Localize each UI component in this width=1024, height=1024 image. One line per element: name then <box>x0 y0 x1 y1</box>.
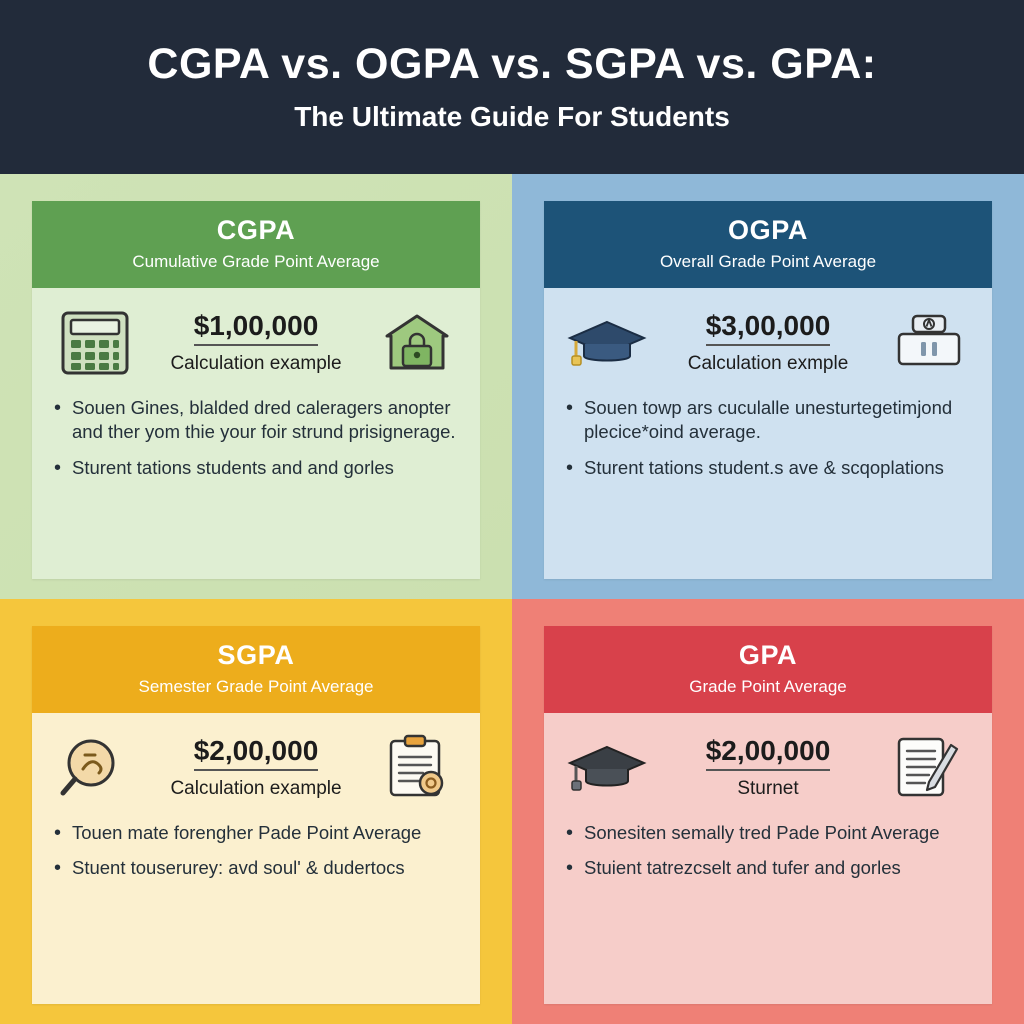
card-subtitle-ogpa: Overall Grade Point Average <box>659 252 877 271</box>
amount-row-gpa <box>564 731 972 805</box>
list-item: • Touen mate forengher Pade Point Average <box>52 821 460 845</box>
card-title-cgpa: CGPA <box>216 215 296 245</box>
card-header-sgpa <box>32 626 480 713</box>
magnifier-chart-icon <box>52 731 138 805</box>
amount-caption-gpa: Sturnet <box>737 777 799 799</box>
amount-value-ogpa: $3,00,000 <box>706 311 831 346</box>
amount-row-cgpa <box>52 306 460 380</box>
card-ogpa <box>544 201 992 579</box>
header-banner <box>0 0 1024 174</box>
quadrant-cgpa <box>0 174 512 599</box>
card-gpa <box>544 626 992 1004</box>
card-subtitle-sgpa: Semester Grade Point Average <box>138 677 374 696</box>
amount-block-cgpa <box>148 311 364 375</box>
bullet-list-cgpa <box>52 396 460 491</box>
amount-value-gpa: $2,00,000 <box>706 736 831 771</box>
card-sgpa <box>32 626 480 1004</box>
list-item: • Souen towp ars cuculalle unesturtegetimjond plecice*oind average. <box>564 396 972 445</box>
calculator-icon <box>52 306 138 380</box>
card-header-cgpa <box>32 201 480 288</box>
graduation-cap-icon <box>564 731 650 805</box>
list-item: • Souen Gines, blalded dred caleragers anopter and ther yom thie your foir strund prisignerage. <box>52 396 460 445</box>
card-subtitle-gpa: Grade Point Average <box>689 677 847 696</box>
card-title-gpa: GPA <box>738 640 798 670</box>
amount-value-cgpa: $1,00,000 <box>194 311 319 346</box>
bullet-list-gpa <box>564 821 972 892</box>
amount-caption-ogpa: Calculation exmple <box>687 352 849 374</box>
list-item: • Stuient tatrezcselt and tufer and gorles <box>564 856 972 880</box>
amount-caption-cgpa: Calculation example <box>170 352 342 374</box>
card-title-sgpa: SGPA <box>217 640 295 670</box>
amount-block-gpa <box>660 736 876 800</box>
card-body-cgpa <box>32 288 480 579</box>
page-title: CGPA vs. OGPA vs. SGPA vs. GPA: <box>147 39 877 88</box>
card-body-sgpa <box>32 713 480 1004</box>
card-body-gpa <box>544 713 992 1004</box>
card-header-ogpa <box>544 201 992 288</box>
amount-block-ogpa <box>660 311 876 375</box>
amount-block-sgpa <box>148 736 364 800</box>
list-item: • Stuent touserurey: avd soul' & dudertocs <box>52 856 460 880</box>
document-pen-icon <box>886 731 972 805</box>
graduation-house-icon <box>374 306 460 380</box>
comparison-grid <box>0 174 1024 1024</box>
amount-row-sgpa <box>52 731 460 805</box>
card-title-ogpa: OGPA <box>728 215 808 245</box>
amount-caption-sgpa: Calculation example <box>170 777 342 799</box>
card-cgpa <box>32 201 480 579</box>
card-header-gpa <box>544 626 992 713</box>
bullet-list-ogpa <box>564 396 972 491</box>
amount-row-ogpa <box>564 306 972 380</box>
amount-value-sgpa: $2,00,000 <box>194 736 319 771</box>
list-item: • Sturent tations students and and gorles <box>52 456 460 480</box>
page-subtitle: The Ultimate Guide For Students <box>294 101 730 133</box>
clipboard-document-icon <box>374 731 460 805</box>
graduation-cap-icon <box>564 306 650 380</box>
quadrant-sgpa <box>0 599 512 1024</box>
card-subtitle-cgpa: Cumulative Grade Point Average <box>132 252 380 271</box>
bullet-list-sgpa <box>52 821 460 892</box>
podium-award-icon <box>886 306 972 380</box>
list-item: • Sonesiten semally tred Pade Point Average <box>564 821 972 845</box>
quadrant-gpa <box>512 599 1024 1024</box>
list-item: • Sturent tations student.s ave & scqoplations <box>564 456 972 480</box>
quadrant-ogpa <box>512 174 1024 599</box>
card-body-ogpa <box>544 288 992 579</box>
